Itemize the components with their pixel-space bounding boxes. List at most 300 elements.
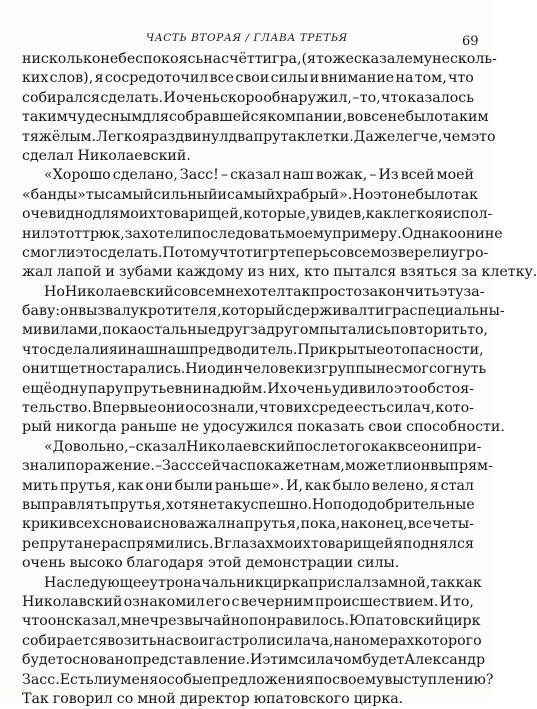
text-word: очень xyxy=(22,555,66,572)
text-word: я xyxy=(94,70,104,87)
text-word: вожак, xyxy=(315,167,368,184)
text-word: В xyxy=(213,535,225,552)
text-word: на xyxy=(156,632,175,649)
text-word: Но xyxy=(352,186,374,203)
text-word: так xyxy=(285,283,311,300)
text-line xyxy=(22,69,474,88)
text-word: ты xyxy=(85,186,105,203)
text-word: сделал xyxy=(22,147,74,164)
text-word: И xyxy=(249,652,263,669)
text-word: нам, xyxy=(311,458,345,475)
text-word: Николаевский xyxy=(64,283,174,300)
text-line xyxy=(22,147,474,166)
text-word: все xyxy=(396,438,422,455)
text-word: этим xyxy=(262,652,299,669)
text-word: просто xyxy=(310,283,362,300)
text-word: озверел xyxy=(381,244,441,261)
text-word: храбрый». xyxy=(275,186,353,203)
text-word: особые xyxy=(158,671,212,688)
text-word: пытались xyxy=(319,322,391,339)
text-word: распрямились. xyxy=(101,535,214,552)
text-line xyxy=(22,418,505,437)
text-word: меня xyxy=(120,671,159,688)
text-word: Николаевский. xyxy=(77,147,191,164)
text-word: хотя xyxy=(165,496,200,513)
text-word: раньше xyxy=(120,419,178,436)
text-word: и xyxy=(440,244,451,261)
text-word: ознакомил xyxy=(123,593,205,610)
text-word: силы. xyxy=(357,555,400,572)
text-word: что xyxy=(259,400,285,417)
text-word: баву: xyxy=(22,303,61,320)
text-word: Засс! xyxy=(179,167,219,184)
text-word: силача, xyxy=(276,632,334,649)
text-word: ещё xyxy=(22,380,52,397)
text-word: тоже xyxy=(316,51,354,67)
text-word: из xyxy=(247,264,265,281)
text-word: директор xyxy=(179,690,250,707)
text-word: возить xyxy=(107,632,157,649)
text-word: моих xyxy=(273,535,311,552)
text-word: сделать. xyxy=(99,244,163,261)
text-word: все xyxy=(407,516,433,533)
text-word: слов), xyxy=(49,70,94,87)
text-word: я xyxy=(429,477,439,494)
text-word: будет xyxy=(22,652,64,669)
text-word: благодаря xyxy=(126,555,204,572)
text-word: укротителя, xyxy=(130,303,222,320)
text-word: за xyxy=(250,322,267,339)
text-word: глазах xyxy=(224,535,274,552)
text-word: Так xyxy=(22,690,49,707)
text-word: смогли xyxy=(22,244,76,261)
text-word: будет xyxy=(362,652,405,669)
text-word: за xyxy=(461,264,478,281)
text-word: под xyxy=(332,496,360,513)
text-word: выпрям- xyxy=(430,458,493,475)
text-word: «Хорошо xyxy=(44,167,111,184)
text-word: сказал xyxy=(135,438,187,455)
text-word: цирка xyxy=(263,574,309,591)
text-word: собравшейся xyxy=(168,109,268,126)
text-line xyxy=(22,244,489,263)
text-word: захотели xyxy=(124,225,193,242)
text-word: Прикрытые xyxy=(297,341,386,358)
text-word: показать xyxy=(297,419,365,436)
text-word: пока, xyxy=(300,516,341,533)
text-word: товарищей xyxy=(311,535,394,552)
text-word: казалось xyxy=(407,89,474,106)
text-word: ни xyxy=(183,380,202,397)
text-word: гастроли xyxy=(208,632,277,649)
text-word: тельство. xyxy=(22,400,92,417)
text-word: вечерним xyxy=(240,593,314,610)
text-word: их xyxy=(293,400,311,417)
text-word: от xyxy=(385,341,402,358)
text-word: это xyxy=(471,128,496,145)
text-word: что xyxy=(22,613,48,630)
text-word: выправлять xyxy=(22,496,110,513)
text-word: опасности, xyxy=(401,341,484,358)
text-word: они xyxy=(421,438,449,455)
text-word: они xyxy=(157,400,185,417)
text-word: внимание xyxy=(320,70,395,87)
text-word: происшествием. xyxy=(315,593,439,610)
text-word: вовсе xyxy=(346,109,388,126)
text-word: прутьев xyxy=(123,380,183,397)
text-word: таким xyxy=(22,109,68,126)
text-word: обнаружил, xyxy=(263,89,352,106)
text-line xyxy=(22,186,479,205)
text-word: и xyxy=(143,516,153,533)
text-word: два xyxy=(228,128,254,145)
text-word: не xyxy=(387,109,406,126)
text-word: сейчас xyxy=(195,458,247,475)
text-word: номерах xyxy=(351,632,415,649)
text-line xyxy=(22,457,493,476)
text-word: дюйм. xyxy=(220,380,267,397)
text-word: тигр xyxy=(244,244,279,261)
text-word: не xyxy=(225,283,244,300)
text-word: было xyxy=(332,477,371,494)
text-word: прутья, xyxy=(59,477,116,494)
text-word: ких xyxy=(22,70,49,87)
text-word: раньше». xyxy=(214,477,285,494)
text-word: Юпатовский xyxy=(349,613,444,630)
text-word: он xyxy=(412,458,431,475)
text-word: Легко xyxy=(96,128,142,145)
text-word: на xyxy=(395,70,414,87)
page-number: 69 xyxy=(462,34,479,49)
text-word: снова xyxy=(152,516,196,533)
text-word: на xyxy=(333,632,352,649)
text-line xyxy=(22,341,484,360)
text-word: на xyxy=(226,516,245,533)
text-word: были xyxy=(174,477,214,494)
text-word: и xyxy=(117,341,128,358)
text-line xyxy=(22,438,482,457)
text-word: понравилось. xyxy=(248,613,350,630)
text-line xyxy=(22,671,494,690)
text-word: кото- xyxy=(435,400,474,417)
text-word: и xyxy=(217,186,228,203)
text-word: велено, xyxy=(371,477,429,494)
text-line xyxy=(22,321,489,340)
text-word: очень xyxy=(288,380,332,397)
text-word: – xyxy=(369,167,377,184)
text-line xyxy=(22,399,474,418)
text-word: «Довольно, xyxy=(44,438,129,455)
text-word: четы- xyxy=(432,516,474,533)
text-word: на xyxy=(202,380,221,397)
text-word: чем xyxy=(442,128,472,145)
text-word: и xyxy=(105,264,115,281)
text-line xyxy=(22,593,474,612)
text-word: тигра xyxy=(367,303,410,320)
text-word: И xyxy=(163,89,176,106)
text-word: наш xyxy=(158,341,190,358)
text-word: которые, xyxy=(243,206,311,223)
text-word: совсем xyxy=(173,283,226,300)
text-word: тигра, xyxy=(254,51,302,67)
text-word: всех xyxy=(67,516,101,533)
text-word: раздвинул xyxy=(150,128,229,145)
text-word: ли xyxy=(93,671,113,688)
text-word: не xyxy=(181,419,199,436)
text-word: другом xyxy=(266,322,320,339)
text-word: так xyxy=(216,496,243,513)
text-line xyxy=(22,283,485,302)
text-line xyxy=(22,225,503,244)
text-word: и xyxy=(309,70,320,87)
text-word: не xyxy=(484,225,503,242)
text-word: то, xyxy=(467,322,489,339)
text-word: наш xyxy=(127,341,159,358)
text-word: моих xyxy=(119,206,157,223)
text-word: утро xyxy=(149,574,184,591)
text-line xyxy=(22,515,474,534)
text-word: Их xyxy=(267,380,288,397)
text-word: угро- xyxy=(450,244,489,261)
text-word: мной xyxy=(137,690,176,707)
text-word: силач, xyxy=(386,400,436,417)
text-line xyxy=(22,632,482,651)
text-word: Николавский xyxy=(22,593,123,610)
text-word: ми xyxy=(22,322,43,339)
text-word: И xyxy=(439,593,452,610)
text-word: его xyxy=(205,593,231,610)
text-word: увидев, xyxy=(310,206,366,223)
text-word: последовать xyxy=(192,225,285,242)
text-word: то, xyxy=(453,593,474,610)
text-word: демонстрации xyxy=(245,555,354,572)
text-word: испол- xyxy=(443,206,493,223)
text-word: по xyxy=(314,671,333,688)
text-word: все xyxy=(209,70,234,87)
text-line xyxy=(22,574,482,593)
text-word: зубами xyxy=(118,264,173,281)
text-word: «банды» xyxy=(22,186,86,203)
text-word: закончить xyxy=(361,283,440,300)
text-word: прута xyxy=(253,128,297,145)
text-word: сделать. xyxy=(100,89,163,106)
text-word: знали xyxy=(22,458,67,475)
text-word: Впервые xyxy=(92,400,158,417)
text-word: говорил xyxy=(52,690,113,707)
text-word: теперь xyxy=(278,244,330,261)
text-line xyxy=(22,477,474,496)
text-word: сделали xyxy=(47,341,109,358)
text-word: что xyxy=(219,244,245,261)
text-word: том, xyxy=(414,70,447,87)
text-word: как xyxy=(370,438,397,455)
text-word: он xyxy=(60,303,79,320)
text-word: удосужился xyxy=(202,419,294,436)
text-word: не xyxy=(100,51,119,67)
text-word: Потому xyxy=(162,244,220,261)
text-word: одну xyxy=(52,380,88,397)
text-word: мне xyxy=(120,613,150,630)
text-word: покажет xyxy=(246,458,312,475)
text-word: сделано, xyxy=(112,167,178,184)
text-word: Есть xyxy=(59,671,94,688)
text-line xyxy=(22,612,481,631)
text-word: смог xyxy=(394,361,429,378)
text-word: Но xyxy=(44,283,65,300)
text-word: высоко xyxy=(69,555,123,572)
text-word: как xyxy=(365,206,392,223)
text-word: Но xyxy=(311,496,333,513)
text-word: них, xyxy=(268,264,301,281)
text-word: несколь- xyxy=(432,51,497,67)
text-word: не xyxy=(397,186,416,203)
text-word: юпатовского xyxy=(253,690,350,707)
text-word: обстоя- xyxy=(418,380,474,397)
text-word: того xyxy=(338,438,371,455)
text-word: предложения xyxy=(211,671,315,688)
text-word: трюк, xyxy=(82,225,125,242)
text-word: Александр xyxy=(404,652,486,669)
text-word: нил xyxy=(22,225,50,242)
text-word: я xyxy=(141,128,151,145)
text-word: за- xyxy=(463,283,485,300)
text-line xyxy=(22,496,474,515)
text-word: Ни xyxy=(185,361,208,378)
text-word: На xyxy=(44,574,65,591)
text-word: за xyxy=(371,574,388,591)
text-word: прутья, xyxy=(244,516,301,533)
text-word: беспокоясь xyxy=(118,51,204,67)
text-line xyxy=(22,535,474,554)
text-word: цирк xyxy=(443,613,481,630)
text-word: Из xyxy=(378,167,399,184)
text-word: свои xyxy=(174,632,209,649)
text-word: этот xyxy=(49,225,83,242)
text-word: сосредоточил xyxy=(104,70,209,87)
text-word: сильный xyxy=(153,186,218,203)
text-word: примеру. xyxy=(332,225,402,242)
text-word: сказал, xyxy=(65,613,121,630)
text-line xyxy=(22,360,487,379)
text-word: осознали, xyxy=(185,400,259,417)
text-word: может xyxy=(344,458,394,475)
text-word: всей xyxy=(400,167,435,184)
text-word: было xyxy=(415,186,453,203)
text-word: совсем xyxy=(329,244,382,261)
text-word: он xyxy=(47,613,66,630)
text-word: поражение. xyxy=(66,458,155,475)
text-word: силачом xyxy=(298,652,363,669)
text-word: легко xyxy=(391,206,435,223)
text-word: эту xyxy=(439,283,464,300)
text-word: группы xyxy=(321,361,377,378)
text-word: хотел xyxy=(243,283,286,300)
text-line xyxy=(22,651,486,670)
text-word: они xyxy=(145,477,173,494)
text-word: никогда xyxy=(55,419,117,436)
text-word: свои xyxy=(368,419,403,436)
text-word: собирается xyxy=(22,632,108,649)
text-word: наш xyxy=(282,167,314,184)
text-word: у xyxy=(112,671,121,688)
text-word: ре xyxy=(22,535,40,552)
text-word: специальны- xyxy=(409,303,505,320)
text-word: один xyxy=(207,361,244,378)
text-word: мить xyxy=(22,477,59,494)
text-word: удивило xyxy=(332,380,394,397)
text-word: вилами, xyxy=(42,322,103,339)
text-word: который xyxy=(221,303,286,320)
text-line xyxy=(22,554,474,573)
text-line xyxy=(22,263,537,282)
text-word: что xyxy=(381,89,407,106)
text-word: основано xyxy=(63,652,133,669)
text-word: как xyxy=(117,477,144,494)
text-line xyxy=(22,108,489,127)
text-word: сказал xyxy=(353,51,405,67)
text-word: это xyxy=(75,244,100,261)
text-word: для xyxy=(142,109,169,126)
text-word: они xyxy=(457,225,485,242)
text-line xyxy=(22,302,505,321)
text-word: стал xyxy=(440,477,474,494)
text-word: прутья, xyxy=(109,496,166,513)
text-word: так xyxy=(430,574,456,591)
text-word: рый xyxy=(22,419,52,436)
text-line xyxy=(22,50,497,69)
text-word: я xyxy=(434,206,444,223)
text-word: со xyxy=(116,690,134,707)
text-word: представление. xyxy=(132,652,250,669)
text-word: следующее xyxy=(64,574,150,591)
text-word: лапой xyxy=(56,264,102,281)
text-line xyxy=(22,128,496,147)
text-word: пару xyxy=(87,380,124,397)
text-word: мной, xyxy=(387,574,431,591)
text-word: очень xyxy=(176,89,220,106)
text-word: И, xyxy=(286,477,303,494)
text-word: снова xyxy=(100,516,143,533)
text-word: клетки. xyxy=(296,128,354,145)
text-word: прута xyxy=(39,535,83,552)
text-word: повторить xyxy=(390,322,468,339)
text-word: тяжёлым. xyxy=(22,128,97,145)
text-word: это xyxy=(373,186,398,203)
text-word: крики xyxy=(22,516,68,533)
text-word: старались. xyxy=(104,361,186,378)
body-text xyxy=(22,50,537,709)
text-word: насчёт xyxy=(203,51,255,67)
text-word: есть xyxy=(354,400,386,417)
text-word: что xyxy=(22,341,48,358)
text-line xyxy=(22,166,474,185)
text-word: поднялся xyxy=(402,535,474,552)
text-word: таким xyxy=(442,109,489,126)
text-word: остальные xyxy=(137,322,217,339)
text-word: одобрительные xyxy=(359,496,475,513)
text-word: они xyxy=(22,361,50,378)
text-line xyxy=(22,380,474,399)
text-word: для xyxy=(92,206,120,223)
text-word: как xyxy=(304,477,331,494)
text-word: пытался xyxy=(333,264,397,281)
text-word: самый xyxy=(105,186,154,203)
text-word: я xyxy=(393,535,403,552)
text-word: из xyxy=(303,361,322,378)
text-word: прислал xyxy=(308,574,372,591)
text-line xyxy=(22,89,474,108)
text-word: моему xyxy=(284,225,333,242)
